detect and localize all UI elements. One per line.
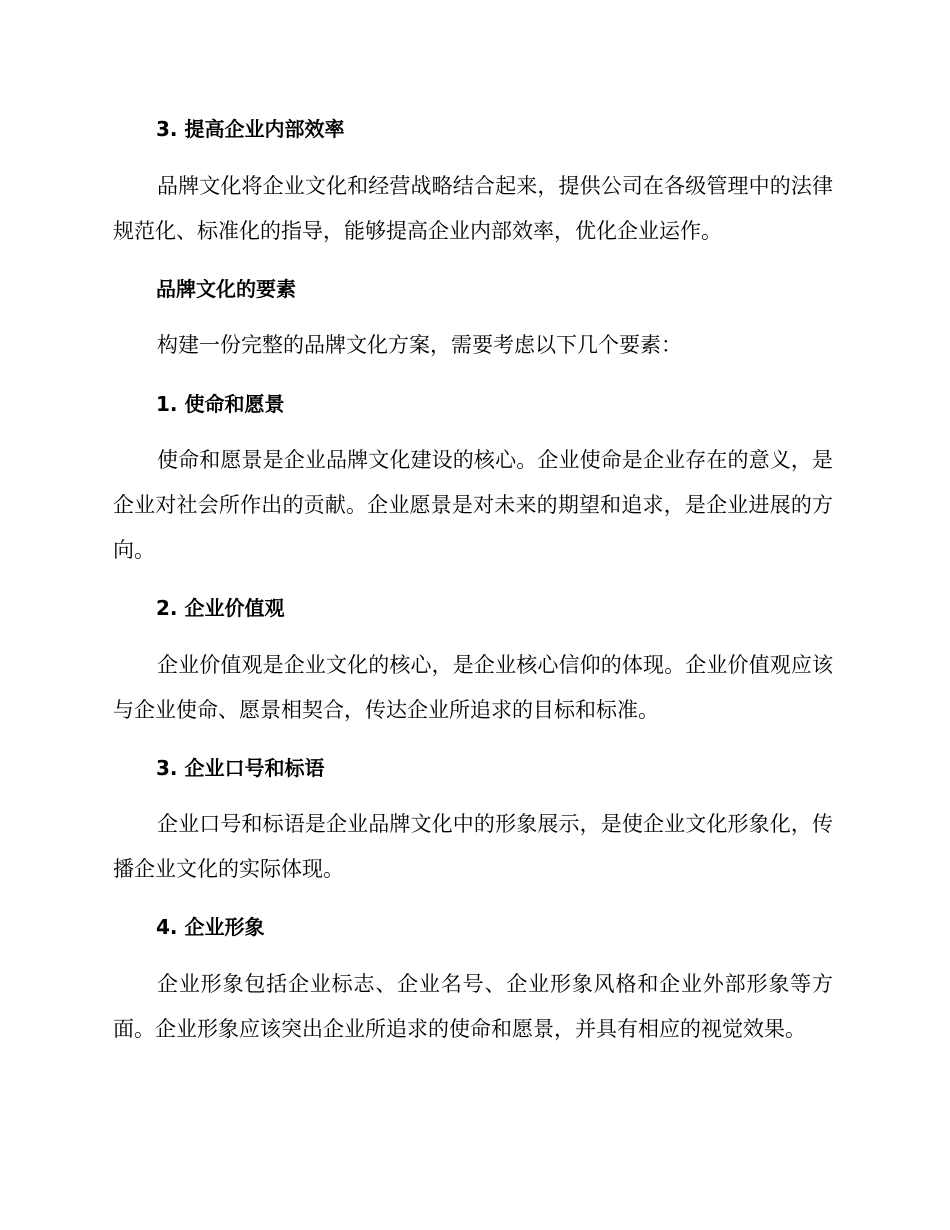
paragraph-corporate-values: 企业价值观是企业文化的核心，是企业核心信仰的体现。企业价值观应该与企业使命、愿景相契合，传达企业所追求的目标和标准。	[113, 653, 833, 722]
section-heading-corporate-image: 4. 企业形象	[156, 915, 265, 939]
section-heading-corporate-values: 2. 企业价值观	[156, 596, 285, 620]
paragraph-corporate-image: 企业形象包括企业标志、企业名号、企业形象风格和企业外部形象等方面。企业形象应该突出企业所追求的使命和愿景，并具有相应的视觉效果。	[113, 972, 833, 1041]
section-heading-brand-elements: 品牌文化的要素	[156, 277, 296, 301]
paragraph-brand-elements-intro: 构建一份完整的品牌文化方案，需要考虑以下几个要素：	[157, 333, 682, 357]
paragraph-improve-efficiency: 品牌文化将企业文化和经营战略结合起来，提供公司在各级管理中的法律规范化、标准化的指导，能够提高企业内部效率，优化企业运作。	[113, 174, 833, 243]
paragraph-slogans: 企业口号和标语是企业品牌文化中的形象展示，是使企业文化形象化，传播企业文化的实际体现。	[113, 812, 833, 881]
paragraph-mission-vision: 使命和愿景是企业品牌文化建设的核心。企业使命是企业存在的意义，是企业对社会所作出的贡献。企业愿景是对未来的期望和追求，是企业进展的方向。	[113, 448, 833, 562]
section-heading-mission-vision: 1. 使命和愿景	[156, 392, 285, 416]
section-heading-slogans: 3. 企业口号和标语	[156, 756, 325, 780]
section-heading-improve-efficiency: 3. 提高企业内部效率	[156, 117, 345, 141]
